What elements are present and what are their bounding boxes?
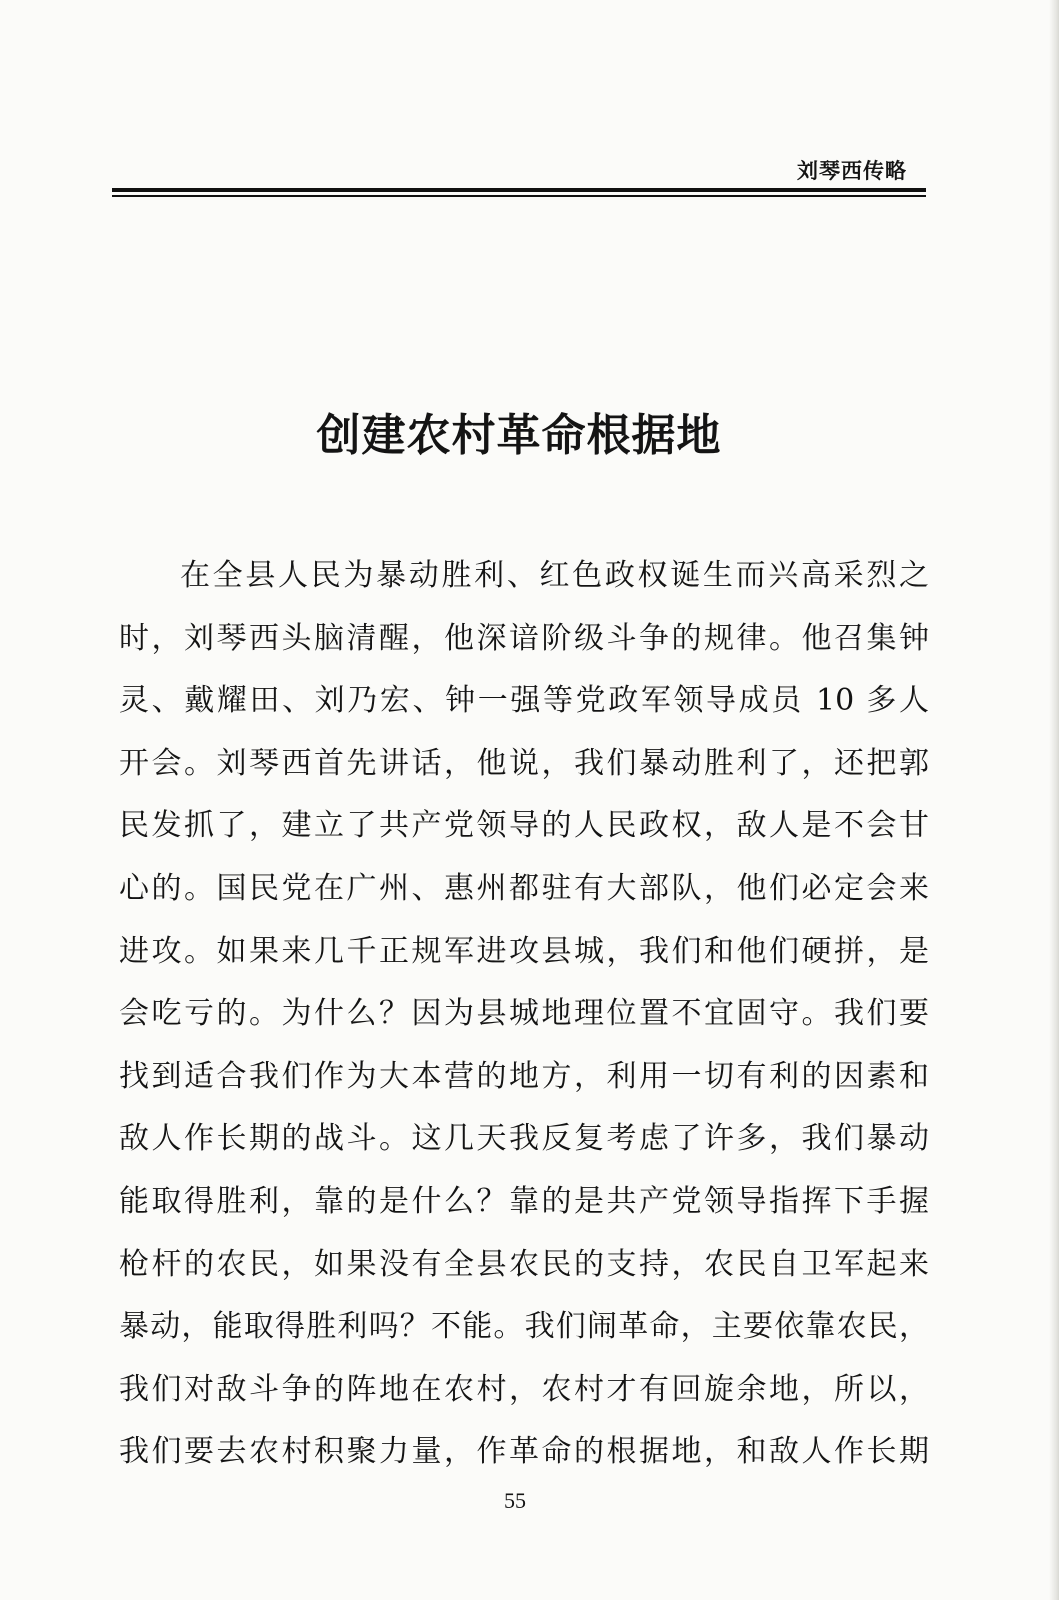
- text-line: 我们要去农村积聚力量，作革命的根据地，和敌人作长期: [119, 1434, 929, 1470]
- text-line: 在全县人民为暴动胜利、红色政权诞生而兴高采烈之: [180, 558, 929, 593]
- body-paragraph: [119, 545, 929, 1484]
- text-line: 能取得胜利，靠的是什么？靠的是共产党领导指挥下手握: [119, 1183, 929, 1219]
- text-line: 找到适合我们作为大本营的地方，利用一切有利的因素和: [119, 1058, 929, 1094]
- text-line: 会吃亏的。为什么？因为县城地理位置不宜固守。我们要: [119, 996, 929, 1032]
- text-line: 开会。刘琴西首先讲话，他说，我们暴动胜利了，还把郭: [119, 745, 929, 781]
- running-header-title: 刘琴西传略: [797, 159, 907, 183]
- text-line: 灵、戴耀田、刘乃宏、钟一强等党政军领导成员 10 多人: [119, 683, 929, 719]
- text-line: 进攻。如果来几千正规军进攻县城，我们和他们硬拼，是: [119, 933, 929, 969]
- text-line: 时，刘琴西头脑清醒，他深谙阶级斗争的规律。他召集钟: [119, 620, 929, 656]
- text-line: 我们对敌斗争的阵地在农村，农村才有回旋余地，所以，: [119, 1371, 929, 1407]
- text-line: 心的。国民党在广州、惠州都驻有大部队，他们必定会来: [119, 870, 929, 906]
- text-line: 民发抓了，建立了共产党领导的人民政权，敌人是不会甘: [119, 808, 929, 844]
- chapter-title: 创建农村革命根据地: [316, 410, 722, 461]
- page-number: 55: [504, 1488, 526, 1513]
- header-rule-thick: [112, 188, 926, 192]
- header-rule-thin: [112, 195, 926, 197]
- text-line: 暴动，能取得胜利吗？不能。我们闹革命，主要依靠农民，: [119, 1309, 929, 1345]
- page-edge-shadow: [1049, 0, 1059, 1600]
- text-line: 枪杆的农民，如果没有全县农民的支持，农民自卫军起来: [119, 1246, 929, 1282]
- text-line: 敌人作长期的战斗。这几天我反复考虑了许多，我们暴动: [119, 1121, 929, 1157]
